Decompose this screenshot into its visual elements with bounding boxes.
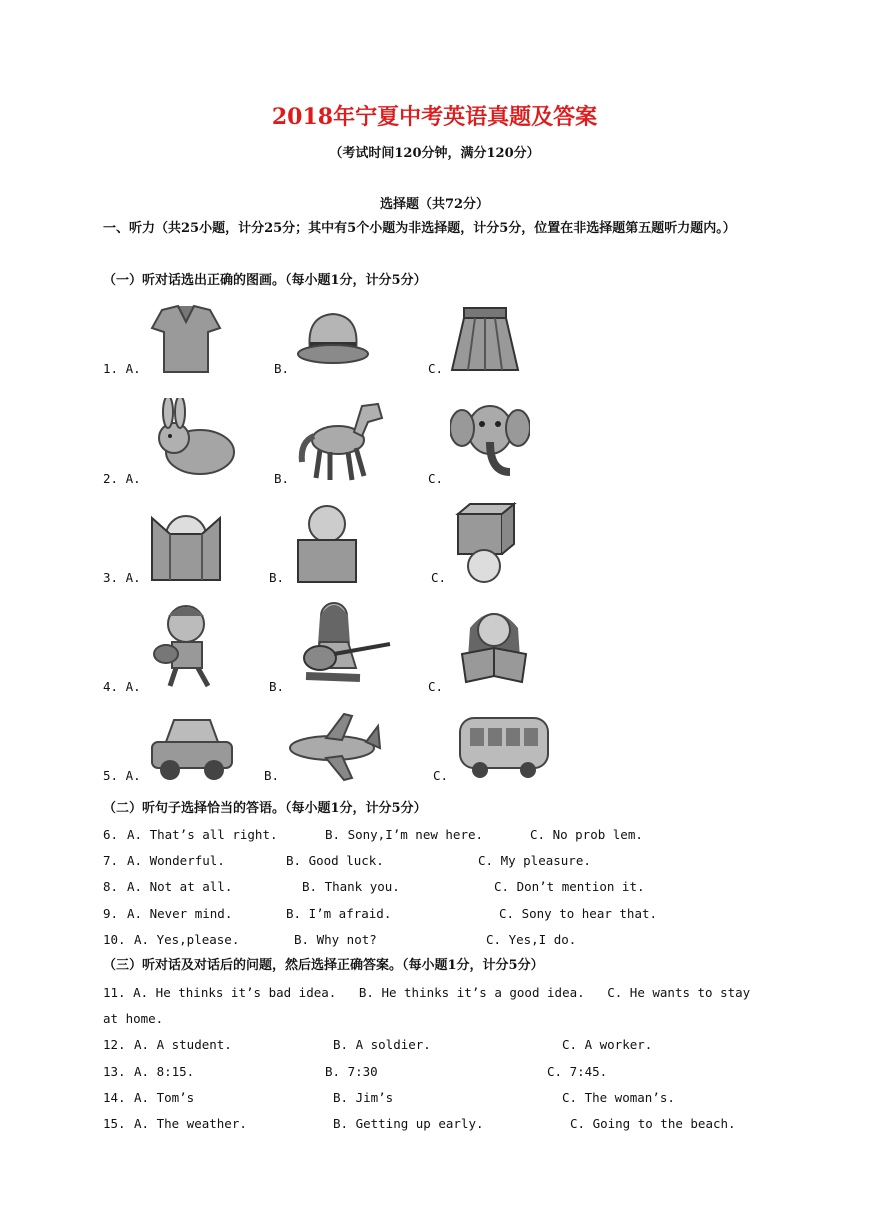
q13-c: C. 7:45. <box>547 1064 608 1079</box>
q2-label: 2. A. <box>103 471 141 486</box>
q12-a: A. A student. <box>134 1037 232 1052</box>
q6-a: A. That’s all right. <box>127 827 278 842</box>
q10-b: B. Why not? <box>294 932 377 947</box>
q8-c: C. Don’t mention it. <box>494 879 645 894</box>
q4-label: 4. A. <box>103 679 141 694</box>
car-icon[interactable] <box>146 712 238 784</box>
q8-num: 8. <box>103 879 119 894</box>
sub2-heading: （二）听句子选择恰当的答语。（每小题1分，计分5分） <box>103 801 427 816</box>
q3-b-label: B. <box>269 570 285 585</box>
q13-num: 13. <box>103 1064 126 1079</box>
q9-c: C. Sony to hear that. <box>499 906 658 921</box>
q14-num: 14. <box>103 1090 126 1105</box>
sub3-heading: （三）听对话及对话后的问题，然后选择正确答案。（每小题1分，计分5分） <box>103 958 544 973</box>
q9-num: 9. <box>103 906 119 921</box>
q7-a: A. Wonderful. <box>127 853 225 868</box>
q9-b: B. I’m afraid. <box>286 906 392 921</box>
q3-c-label: C. <box>431 570 447 585</box>
q6-b: B. Sony,I’m new here. <box>325 827 484 842</box>
q14-b: B. Jim’s <box>333 1090 394 1105</box>
sub1-heading: （一）听对话选出正确的图画。（每小题1分，计分5分） <box>103 273 427 288</box>
q9-a: A. Never mind. <box>127 906 233 921</box>
q6-num: 6. <box>103 827 119 842</box>
q7-num: 7. <box>103 853 119 868</box>
q7-c: C. My pleasure. <box>478 853 591 868</box>
skirt-icon[interactable] <box>450 304 520 376</box>
q6-c: C. No prob lem. <box>530 827 643 842</box>
girl-book-icon[interactable] <box>448 598 540 690</box>
section-title: 选择题（共72分） <box>379 197 490 212</box>
q1-b-label: B. <box>274 361 290 376</box>
plane-icon[interactable] <box>286 712 382 782</box>
q13-a: A. 8:15. <box>134 1064 195 1079</box>
q3-label: 3. A. <box>103 570 141 585</box>
q11-line2: at home. <box>103 1011 164 1026</box>
q10-c: C. Yes,I do. <box>486 932 577 947</box>
q15-num: 15. <box>103 1116 126 1131</box>
q13-b: B. 7:30 <box>325 1064 378 1079</box>
q10-num: 10. <box>103 932 126 947</box>
girl-guitar-icon[interactable] <box>290 598 396 690</box>
horse-icon[interactable] <box>296 392 388 484</box>
q10-a: A. Yes,please. <box>134 932 240 947</box>
q14-c: C. The woman’s. <box>562 1090 675 1105</box>
box-on-ball-icon[interactable] <box>452 502 518 584</box>
exam-info: （考试时间120分钟，满分120分） <box>329 146 540 161</box>
q14-a: A. Tom’s <box>134 1090 195 1105</box>
shirt-icon[interactable] <box>148 300 224 376</box>
q5-b-label: B. <box>264 768 280 783</box>
q12-b: B. A soldier. <box>333 1037 431 1052</box>
q4-b-label: B. <box>269 679 285 694</box>
part1-heading: 一、听力（共25小题，计分25分；其中有5个小题为非选择题，计分5分，位置在非选择题第五题听力题内。） <box>103 221 736 236</box>
q15-c: C. Going to the beach. <box>570 1116 736 1131</box>
ball-on-box-icon[interactable] <box>292 502 362 584</box>
q2-c-label: C. <box>428 471 444 486</box>
q12-c: C. A worker. <box>562 1037 653 1052</box>
bus-icon[interactable] <box>456 712 552 782</box>
hat-icon[interactable] <box>296 306 370 372</box>
q15-b: B. Getting up early. <box>333 1116 484 1131</box>
q1-label: 1. A. <box>103 361 141 376</box>
page-title: 2018年宁夏中考英语真题及答案 <box>271 104 598 130</box>
q11-line1: 11. A. He thinks it’s bad idea. B. He thinks it’s a good idea. C. He wants to stay <box>103 985 751 1000</box>
elephant-icon[interactable] <box>450 392 530 484</box>
q7-b: B. Good luck. <box>286 853 384 868</box>
q12-num: 12. <box>103 1037 126 1052</box>
q8-b: B. Thank you. <box>302 879 400 894</box>
rabbit-icon[interactable] <box>148 398 240 478</box>
ball-in-box-icon[interactable] <box>148 510 224 584</box>
q1-c-label: C. <box>428 361 444 376</box>
q15-a: A. The weather. <box>134 1116 247 1131</box>
q5-c-label: C. <box>433 768 449 783</box>
boy-ball-icon[interactable] <box>146 598 238 690</box>
q4-c-label: C. <box>428 679 444 694</box>
q2-b-label: B. <box>274 471 290 486</box>
q5-label: 5. A. <box>103 768 141 783</box>
q8-a: A. Not at all. <box>127 879 233 894</box>
